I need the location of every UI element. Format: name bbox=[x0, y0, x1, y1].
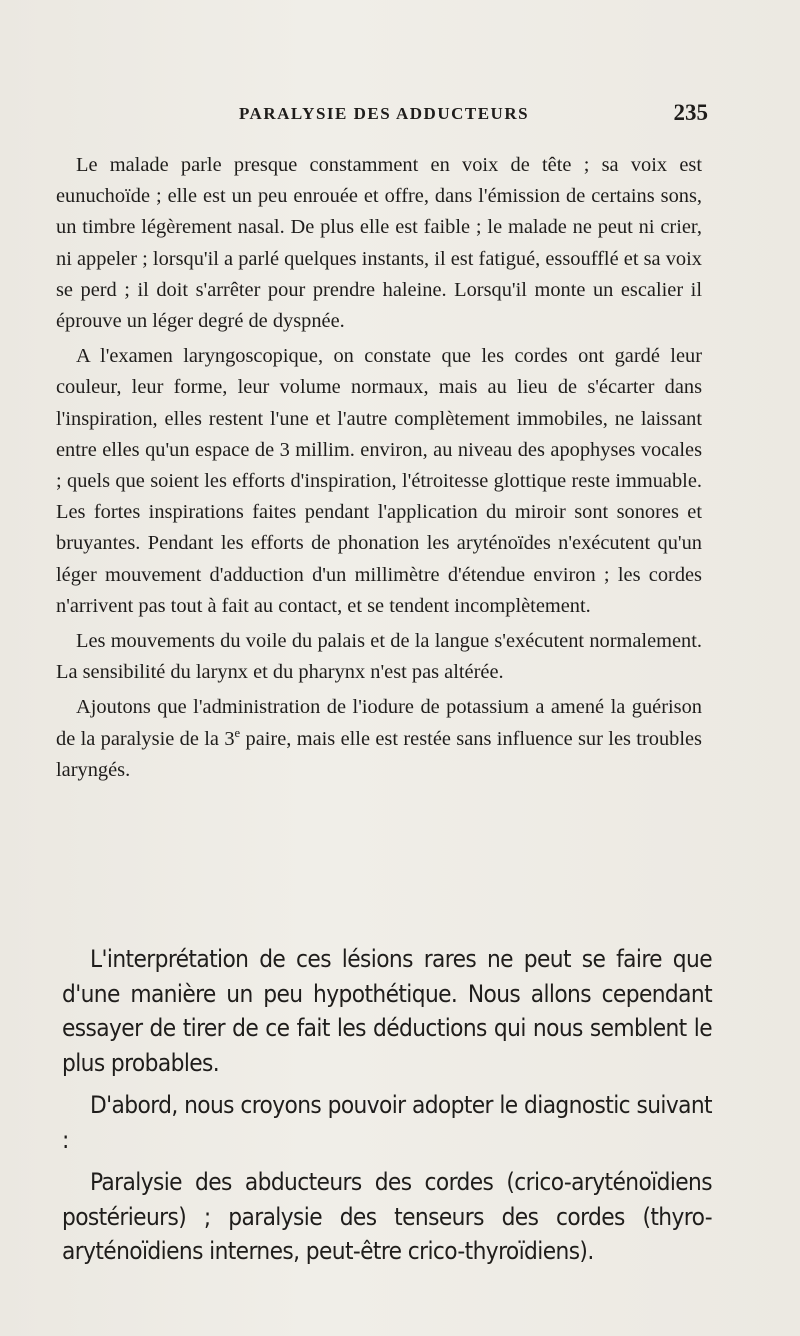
page-header bbox=[60, 100, 708, 134]
interpretation-section bbox=[62, 942, 712, 1277]
paragraph-interpretation: L'interprétation de ces lésions rares ne peut se faire que d'une manière un peu hypothétique. Nous allons cependant essayer de tirer de ce fait les déductions qui nous semblent le plus probables. bbox=[62, 945, 712, 1077]
paragraph-palate: Les mouvements du voile du palais et de la langue s'exécutent normalement. La sensibilité du larynx et du pharynx n'est pas altérée. bbox=[56, 630, 702, 684]
paragraph-diagnosis-intro: D'abord, nous croyons pouvoir adopter le diagnostic suivant : bbox=[62, 1091, 712, 1154]
paragraph-voice: Le malade parle presque constamment en voix de tête ; sa voix est eunuchoïde ; elle est un peu enrouée et offre, dans l'émission de certains sons, un timbre légèrement nasal. De plus elle est faible ; le malade ne peut ni crier, ni appeler ; lorsqu'il a parlé quelques instants, il est fatigué, essoufflé et sa voix se perd ; il doit s'arrêter pour prendre haleine. Lorsqu'il monte un escalier il éprouve un léger degré de dyspnée. bbox=[56, 154, 702, 333]
page-number: 235 bbox=[673, 100, 708, 125]
paragraph-treatment: Ajoutons que l'administration de l'iodure de potassium a amené la guérison de la paralysie de la 3e paire, mais elle est restée sans influence sur les troubles laryngés. bbox=[56, 696, 702, 781]
paragraph-laryngoscopy: A l'examen laryngoscopique, on constate que les cordes ont gardé leur couleur, leur forme, leur volume normaux, mais au lieu de s'écarter dans l'inspiration, elles restent l'une et l'autre complètement immobiles, ne laissant entre elles qu'un espace de 3 millim. environ, au niveau des apophyses vocales ; quels que soient les efforts d'inspiration, l'étroitesse glottique reste immuable. Les fortes inspirations faites pendant l'application du miroir sont sonores et bruyantes. Pendant les efforts de phonation les aryténoïdes n'exécutent qu'un léger mouvement d'adduction d'un millimètre d'étendue environ ; les cordes n'arrivent pas tout à fait au contact, et se tendent incomplètement. bbox=[56, 345, 702, 617]
case-description bbox=[56, 150, 702, 790]
running-title: PARALYSIE DES ADDUCTEURS bbox=[238, 104, 530, 123]
paragraph-diagnosis: Paralysie des abducteurs des cordes (crico-aryténoïdiens postérieurs) ; paralysie des tenseurs des cordes (thyro-aryténoïdiens internes, peut-être crico-thyroïdiens). bbox=[62, 1168, 712, 1265]
superscript: e bbox=[234, 725, 241, 740]
